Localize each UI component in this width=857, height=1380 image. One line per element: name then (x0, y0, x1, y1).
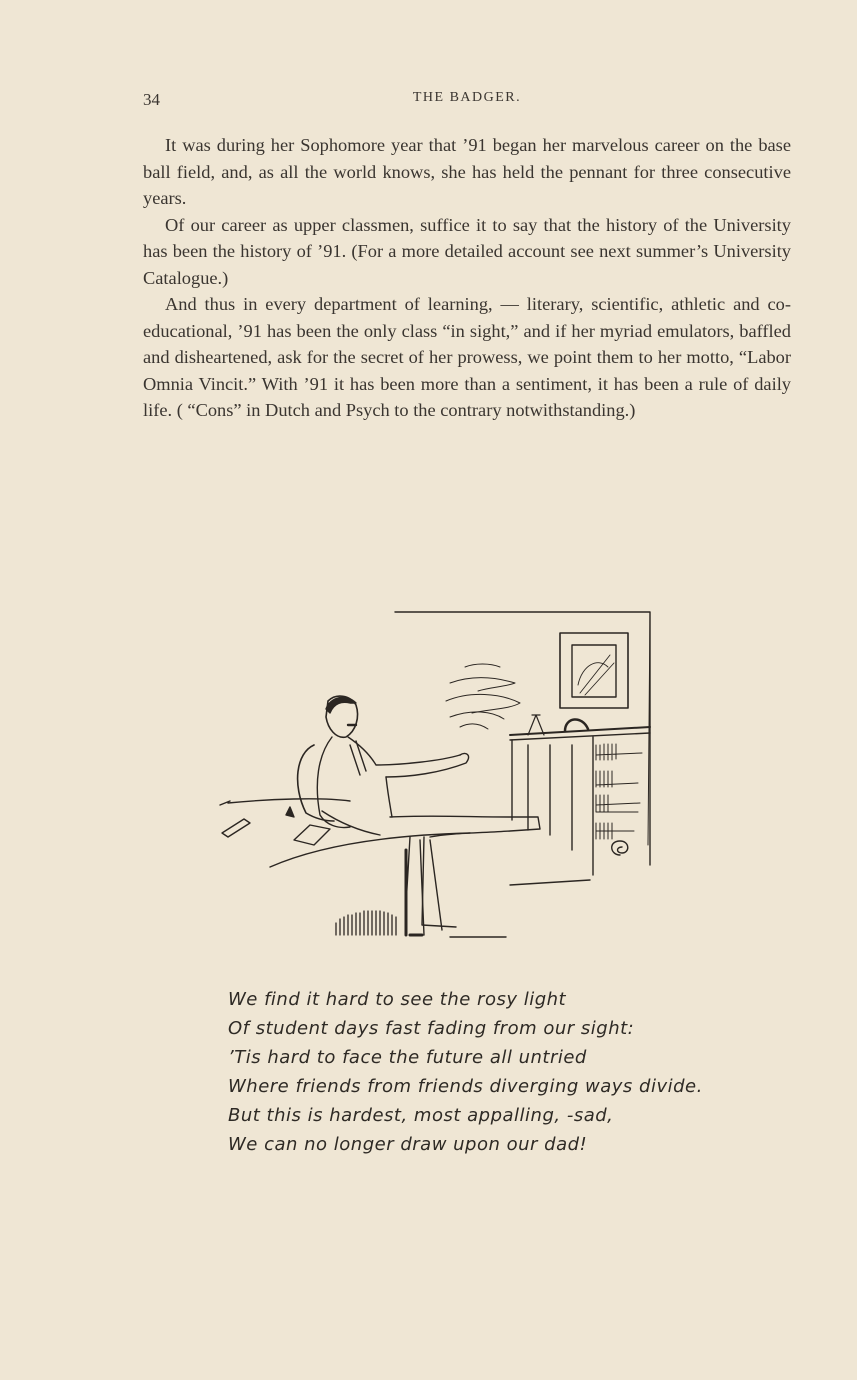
page-number: 34 (143, 90, 160, 109)
poem-line-3: ’Tis hard to face the future all untried (228, 1047, 587, 1068)
poem-line-1: We find it hard to see the rosy light (228, 989, 567, 1010)
poem-line-2: Of student days fast fading from our sight: (228, 1018, 635, 1039)
handwritten-poem (228, 985, 788, 1159)
poem-line-5: But this is hardest, most appalling, -sad, (228, 1105, 614, 1126)
running-title: THE BADGER. (412, 90, 522, 105)
poem-line-6: We can no longer draw upon our dad! (228, 1134, 588, 1155)
running-head (143, 90, 791, 114)
student-at-desk-illustration (210, 605, 660, 955)
paragraph-2: Of our career as upper classmen, suffice it to say that the history of the University has been the history of ’91. (For a more detailed account see next summer’s University Catalogue.) (143, 214, 791, 288)
paragraph-3: And thus in every department of learning, — literary, scientific, athletic and co-educational, ’91 has been the only class “in sight,” and if her myriad emulators, baffled and disheartened, ask for the secret of her prowess, we point them to her motto, “Labor Omnia Vincit.” With ’91 it has been more than a sentiment, it has been a rule of daily life. ( “Cons” in Dutch and Psych to the contrary notwithstanding.) (143, 294, 791, 420)
poem-line-4: Where friends from friends diverging ways divide. (228, 1076, 703, 1097)
body-text (143, 132, 791, 424)
paragraph-1: It was during her Sophomore year that ’91 began her marvelous career on the base ball field, and, as all the world knows, she has held the pennant for three consecutive years. (143, 135, 791, 208)
